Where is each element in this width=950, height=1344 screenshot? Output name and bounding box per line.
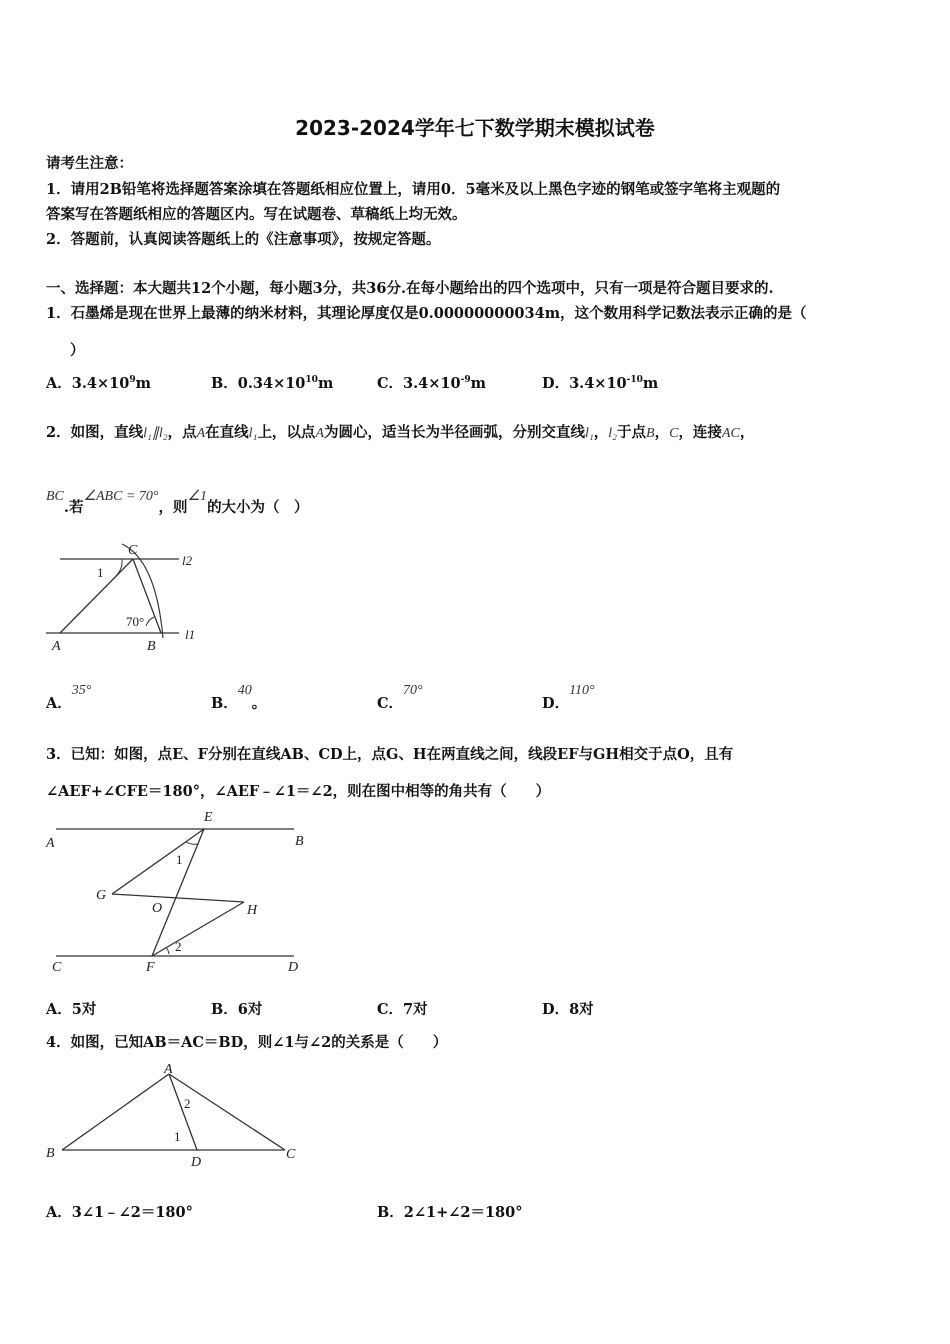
q3-option-c: C．7对 xyxy=(377,1001,428,1018)
q2-option-c: C．70° xyxy=(377,683,423,712)
q1-option-c: C．$3.4\times 10^{-9}m$ xyxy=(377,375,486,392)
angle-70-arc xyxy=(146,617,154,626)
segment-gh xyxy=(112,894,244,902)
notice-item-2: 2．答题前，认真阅读答题纸上的《注意事项》，按规定答题。 xyxy=(46,231,441,248)
q1-option-b: B．$0.34\times 10^{10}m$ xyxy=(211,375,334,392)
section-heading: 一、选择题：本大题共12个小题，每小题3分，共36分.在每小题给出的四个选项中，只有一项是符合题目要求的. xyxy=(46,280,774,297)
segment-ab xyxy=(62,1074,169,1150)
notice-item-1a: 1．请用2B铅笔将选择题答案涂填在答题纸相应位置上，请用0．5毫米及以上黑色字迹的钢笔或签字笔将主观题的 xyxy=(46,181,781,198)
label-f: F xyxy=(146,960,155,975)
label-c: C xyxy=(52,960,62,975)
q1-stem: 1．石墨烯是现在世界上最薄的纳米材料，其理论厚度仅是0.00000000034m，这个数用科学记数法表示正确的是（ xyxy=(46,305,807,322)
label-b: B xyxy=(295,834,304,849)
label-70: 70° xyxy=(126,614,145,629)
q4-option-a: A．3∠1﹣∠2＝180° xyxy=(46,1204,193,1221)
label-b: B xyxy=(46,1146,55,1161)
q3-stem-line2: ∠AEF+∠CFE＝180°，∠AEF﹣∠1＝∠2，则在图中相等的角共有（ ） xyxy=(46,783,551,800)
q4-stem: 4．如图，已知AB＝AC＝BD，则∠1与∠2的关系是（ ） xyxy=(46,1034,448,1051)
label-a: A xyxy=(46,836,55,851)
notice-heading: 请考生注意： xyxy=(46,155,133,172)
label-a: A xyxy=(164,1062,173,1077)
label-b: B xyxy=(147,639,156,654)
label-e: E xyxy=(204,810,213,825)
angle-2-arc xyxy=(166,947,169,954)
label-angle-2: 2 xyxy=(175,939,182,954)
label-d: D xyxy=(288,960,299,975)
q2-option-a: A．35° xyxy=(46,683,92,712)
q3-figure xyxy=(44,806,316,976)
label-c: C xyxy=(286,1147,296,1162)
q3-option-d: D．8对 xyxy=(542,1001,594,1018)
q2-figure xyxy=(44,538,214,656)
label-angle-1: 1 xyxy=(97,565,104,580)
segment-ac xyxy=(169,1074,285,1150)
q2-stem-line1: 2．如图，直线l₁∥l₂，点A在直线l₁上，以点A为圆心，适当长为半径画弧，分别交直线l₁，l₂于点B，C，连接AC， xyxy=(46,424,755,441)
q3-option-b: B．6对 xyxy=(211,1001,263,1018)
label-g: G xyxy=(96,888,107,903)
page-title: 2023-2024学年七下数学期末模拟试卷 xyxy=(295,116,655,140)
label-c: C xyxy=(128,543,138,558)
label-d: D xyxy=(191,1155,202,1170)
label-angle-2: 2 xyxy=(184,1096,191,1111)
q2-option-d: D．110° xyxy=(542,683,595,712)
label-l1: l1 xyxy=(185,627,196,642)
q1-stem-end: ） xyxy=(70,342,85,359)
angle-1-arc xyxy=(186,842,198,844)
label-a: A xyxy=(52,639,61,654)
label-l2: l2 xyxy=(182,553,193,568)
q1-option-a: A．$3.4\times 10^9m$ xyxy=(46,375,151,392)
label-angle-1: 1 xyxy=(176,852,183,867)
segment-hf xyxy=(152,902,244,956)
q3-option-a: A．5对 xyxy=(46,1001,97,1018)
q4-figure xyxy=(42,1060,304,1170)
q4-option-b: B．2∠1+∠2＝180° xyxy=(377,1204,523,1221)
label-angle-1: 1 xyxy=(174,1129,181,1144)
label-h: H xyxy=(247,903,258,918)
notice-item-1b: 答案写在答题纸相应的答题区内。写在试题卷、草稿纸上均无效。 xyxy=(46,206,467,223)
q2-option-b: B．40。 xyxy=(211,683,267,712)
label-o: O xyxy=(152,901,163,916)
q3-stem-line1: 3．已知：如图，点E、F分别在直线AB、CD上，点G、H在两直线之间，线段EF与GH相交于点O，且有 xyxy=(46,746,734,763)
q2-stem-line2: BC.若∠ABC = 70°，则∠1的大小为（ ） xyxy=(46,489,309,516)
q1-option-d: D．$3.4\times 10^{-10}m$ xyxy=(542,375,659,392)
